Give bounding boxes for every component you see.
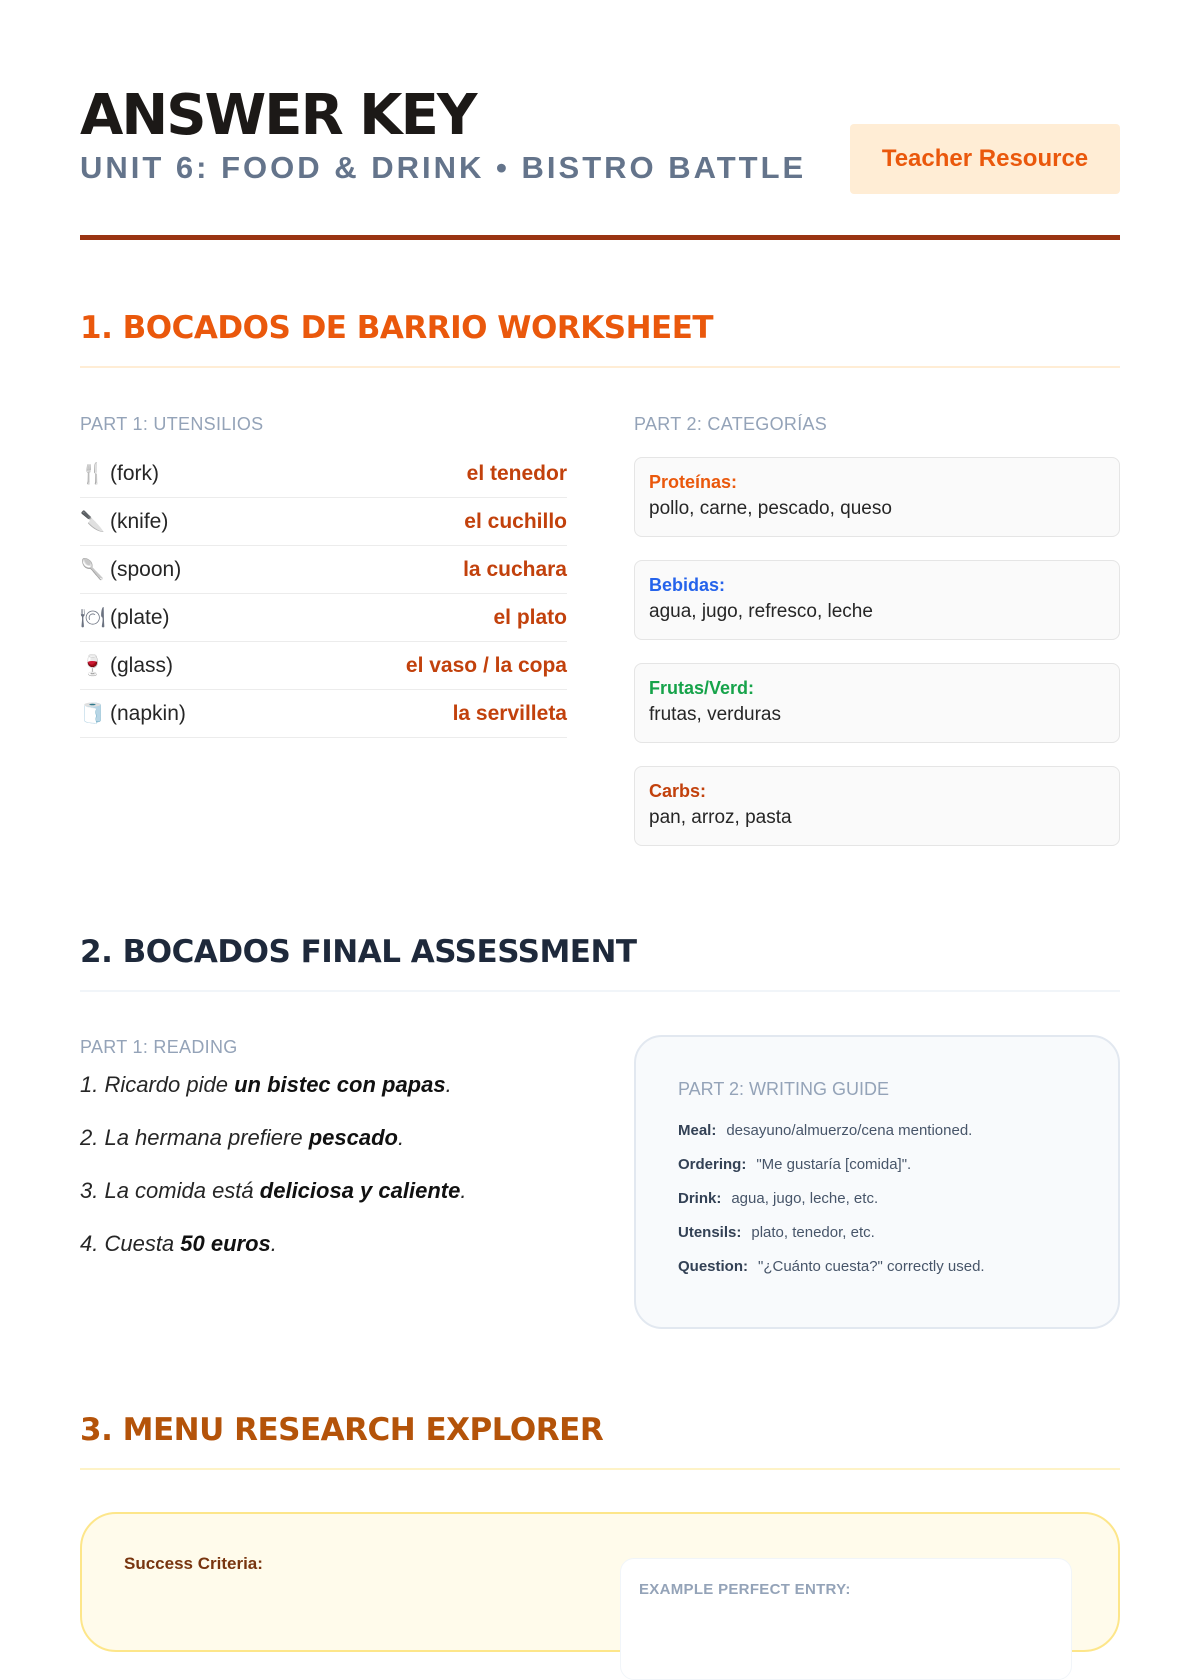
category-label: Carbs: (649, 781, 707, 801)
section2-divider (80, 990, 1120, 992)
categories-list (634, 457, 1120, 869)
category-card-carbs (634, 766, 1120, 846)
guide-value: "¿Cuánto cuesta?" correctly used. (758, 1258, 985, 1275)
guide-row (678, 1190, 1118, 1224)
reading-answer-text: pescado (308, 1125, 398, 1150)
reading-answer-text: 50 euros (180, 1231, 271, 1256)
utensils-part-label: PART 1: UTENSILIOS (80, 414, 264, 434)
utensil-row (80, 594, 567, 642)
spoon-icon: 🥄 (80, 559, 105, 581)
utensil-row (80, 690, 567, 738)
category-label: Frutas/Verd: (649, 678, 755, 698)
guide-row (678, 1224, 1118, 1258)
example-entry-label: EXAMPLE PERFECT ENTRY: (639, 1581, 851, 1598)
guide-value: agua, jugo, leche, etc. (731, 1190, 879, 1207)
reading-end: . (460, 1178, 467, 1203)
utensil-row (80, 498, 567, 546)
utensil-english: (knife) (110, 509, 169, 533)
utensil-english: (glass) (110, 653, 174, 677)
utensil-english: (fork) (110, 461, 159, 485)
guide-value: "Me gustaría [comida]". (756, 1156, 912, 1173)
reading-prompt: 4. Cuesta (80, 1231, 181, 1256)
writing-guide-label: PART 2: WRITING GUIDE (678, 1079, 890, 1099)
utensil-spanish: el cuchillo (464, 509, 567, 533)
reading-prompt: 1. Ricardo pide (80, 1072, 235, 1097)
utensil-spanish: la cuchara (463, 557, 567, 581)
teacher-resource-badge: Teacher Resource (850, 124, 1120, 194)
utensil-spanish: el tenedor (466, 461, 567, 485)
guide-key: Meal: (678, 1122, 717, 1139)
section3-divider (80, 1468, 1120, 1470)
utensil-spanish: el plato (493, 605, 567, 629)
utensil-row (80, 546, 567, 594)
page-title: ANSWER KEY (80, 83, 476, 148)
reading-answer-text: deliciosa y caliente (259, 1178, 461, 1203)
success-criteria-label: Success Criteria: (124, 1554, 263, 1573)
guide-value: plato, tenedor, etc. (751, 1224, 875, 1241)
section3-heading: 3. MENU RESEARCH EXPLORER (80, 1412, 604, 1448)
utensil-english: (plate) (110, 605, 170, 629)
section1-divider (80, 366, 1120, 368)
reading-prompt: 2. La hermana prefiere (80, 1125, 309, 1150)
utensil-english: (napkin) (110, 701, 186, 725)
guide-key: Utensils: (678, 1224, 742, 1241)
category-card-proteinas (634, 457, 1120, 537)
utensil-row (80, 450, 567, 498)
reading-answer (80, 1125, 600, 1178)
reading-end: . (270, 1231, 277, 1256)
guide-key: Ordering: (678, 1156, 747, 1173)
plate-icon: 🍽 (80, 607, 106, 629)
category-items: pollo, carne, pescado, queso (649, 498, 892, 519)
utensil-spanish: el vaso / la copa (405, 653, 567, 677)
knife-icon: 🔪 (80, 511, 105, 533)
reading-end: . (397, 1125, 405, 1150)
guide-key: Drink: (678, 1190, 722, 1207)
wine-glass-icon: 🍷 (80, 655, 105, 677)
reading-answer (80, 1072, 600, 1125)
reading-answer (80, 1178, 600, 1231)
guide-value: desayuno/almuerzo/cena mentioned. (726, 1122, 973, 1139)
menu-research-card (80, 1512, 1120, 1652)
example-entry-card (620, 1558, 1072, 1680)
categories-part-label: PART 2: CATEGORÍAS (634, 414, 828, 434)
section1-heading: 1. BOCADOS DE BARRIO WORKSHEET (80, 310, 714, 346)
napkin-icon: 🧻 (80, 703, 105, 725)
category-label: Bebidas: (649, 575, 726, 595)
fork-knife-icon: 🍴 (80, 463, 105, 485)
category-items: frutas, verduras (649, 704, 781, 725)
category-card-bebidas (634, 560, 1120, 640)
category-label: Proteínas: (649, 472, 738, 492)
category-card-frutas (634, 663, 1120, 743)
category-items: agua, jugo, refresco, leche (649, 601, 873, 622)
reading-answer-text: un bistec con papas (234, 1072, 446, 1097)
category-items: pan, arroz, pasta (649, 807, 792, 828)
utensil-english: (spoon) (110, 557, 182, 581)
reading-prompt: 3. La comida está (80, 1178, 260, 1203)
utensils-list (80, 450, 567, 738)
header-divider (80, 235, 1120, 240)
reading-part-label: PART 1: READING (80, 1037, 238, 1057)
section2-heading: 2. BOCADOS FINAL ASSESSMENT (80, 934, 637, 970)
utensil-row (80, 642, 567, 690)
guide-key: Question: (678, 1258, 748, 1275)
reading-answers (80, 1072, 600, 1284)
guide-row (678, 1258, 1118, 1292)
writing-guide-card (634, 1035, 1120, 1329)
guide-row (678, 1122, 1118, 1156)
utensil-spanish: la servilleta (452, 701, 567, 725)
guide-row (678, 1156, 1118, 1190)
reading-answer (80, 1231, 600, 1284)
page-subtitle: UNIT 6: FOOD & DRINK • BISTRO BATTLE (80, 150, 807, 185)
reading-end: . (445, 1072, 452, 1097)
